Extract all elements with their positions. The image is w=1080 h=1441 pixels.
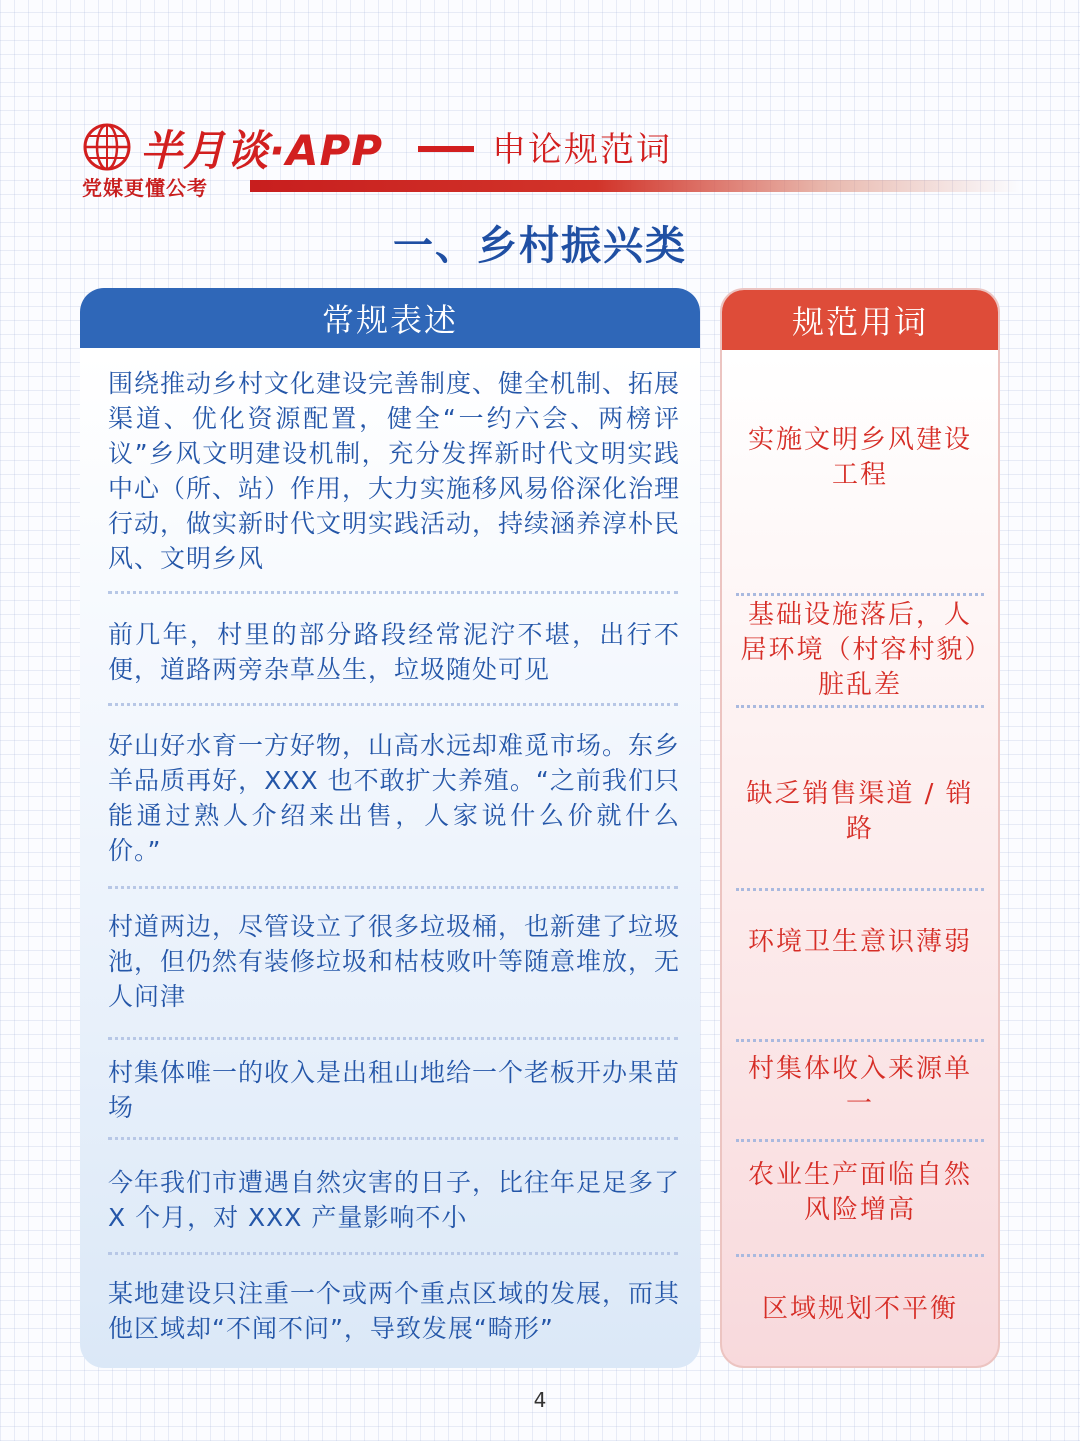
- row-divider: [108, 1252, 678, 1255]
- standard-term-cell: 环境卫生意识薄弱: [747, 927, 972, 957]
- brand-subtitle: 申论规范词: [492, 130, 672, 170]
- header: [82, 116, 1042, 206]
- standard-term-cell: 村集体收入来源单一: [747, 1054, 972, 1119]
- brand-name: 半月谈·APP: [140, 126, 384, 175]
- row-divider: [108, 1037, 678, 1040]
- regular-expression-cell: 围绕推动乡村文化建设完善制度、健全机制、拓展渠道、优化资源配置，健全“一约六会、两榜评议”乡风文明建设机制，充分发挥新时代文明实践中心（所、站）作用，大力实施移风易俗深化治理行动，做实新时代文明实践活动，持续涵养淳朴民风、文明乡风: [108, 369, 681, 573]
- row-divider: [108, 703, 678, 706]
- regular-expression-cell: 好山好水育一方好物，山高水远却难觅市场。东乡羊品质再好，XXX 也不敢扩大养殖。“之前我们只能通过熟人介绍来出售，人家说什么价就什么价。”: [108, 731, 681, 865]
- standard-term-cell: 农业生产面临自然风险增高: [747, 1160, 972, 1225]
- row-divider: [736, 1039, 984, 1042]
- globe-logo-icon: [82, 122, 132, 172]
- standard-term-cell: 缺乏销售渠道 / 销路: [746, 779, 974, 844]
- row-divider: [736, 888, 984, 891]
- slogan-bar-divider: [250, 180, 1020, 192]
- row-divider: [108, 591, 678, 594]
- standard-term-cell: 区域规划不平衡: [761, 1294, 958, 1324]
- row-divider: [736, 1139, 984, 1142]
- regular-expression-header: 常规表述: [80, 288, 700, 348]
- row-divider: [108, 886, 678, 889]
- regular-expression-column: [80, 288, 700, 1368]
- section-title: 一、乡村振兴类: [393, 223, 687, 269]
- regular-expression-cell: 前几年，村里的部分路段经常泥泞不堪，出行不便，道路两旁杂草丛生，垃圾随处可见: [108, 620, 680, 684]
- regular-expression-cell: 村道两边，尽管设立了很多垃圾桶，也新建了垃圾池，但仍然有装修垃圾和枯枝败叶等随意堆放，无人问津: [108, 912, 681, 1011]
- standard-term-cell: 实施文明乡风建设工程: [747, 425, 972, 490]
- standard-term-column: [720, 288, 1000, 1368]
- brand-dash-divider: [418, 146, 474, 152]
- page-number: 4: [533, 1388, 547, 1412]
- row-divider: [736, 705, 984, 708]
- row-divider: [108, 1137, 678, 1140]
- standard-term-header: 规范用词: [722, 290, 998, 350]
- slogan: 党媒更懂公考: [82, 176, 208, 200]
- regular-expression-cell: 今年我们市遭遇自然灾害的日子，比往年足足多了 X 个月，对 XXX 产量影响不小: [108, 1168, 681, 1232]
- regular-expression-cell: 村集体唯一的收入是出租山地给一个老板开办果苗场: [108, 1058, 681, 1122]
- regular-expression-cell: 某地建设只注重一个或两个重点区域的发展，而其他区域却“不闻不问”，导致发展“畸形”: [108, 1279, 681, 1343]
- standard-term-cell: 基础设施落后，人居环境（村容村貌）脏乱差: [740, 600, 980, 700]
- row-divider: [736, 593, 984, 596]
- row-divider: [736, 1254, 984, 1257]
